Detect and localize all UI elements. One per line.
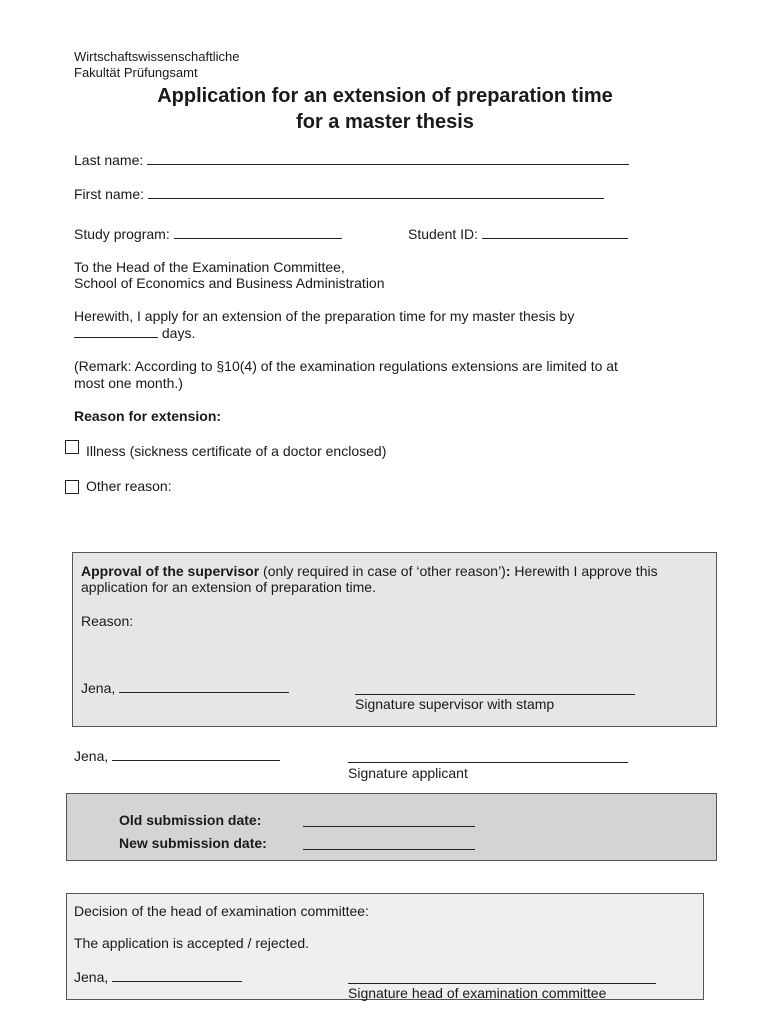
old-submission-date-label: Old submission date:: [119, 812, 262, 828]
supervisor-heading-note: (only required in case of ‘other reason’): [259, 563, 506, 579]
remark-line2: most one month.): [74, 375, 183, 391]
applicant-place-field[interactable]: [74, 748, 280, 764]
supervisor-heading-tail: Herewith I approve this: [510, 563, 658, 579]
supervisor-heading-bold: Approval of the supervisor: [81, 563, 260, 579]
days-label: days.: [161, 325, 196, 341]
supervisor-reason-label: Reason:: [81, 613, 134, 629]
first-name-field[interactable]: [74, 186, 604, 202]
study-program-field[interactable]: [74, 226, 342, 242]
last-name-line[interactable]: [147, 163, 629, 165]
old-submission-date-line[interactable]: [303, 825, 475, 827]
decision-heading: Decision of the head of examination committee:: [74, 903, 369, 919]
study-program-label: Study program:: [74, 226, 170, 242]
decision-signature-line[interactable]: [348, 982, 656, 984]
days-line[interactable]: [74, 336, 158, 338]
form-title-line2: for a master thesis: [296, 111, 474, 133]
faculty-name: Wirtschaftswissenschaftliche: [74, 49, 240, 64]
decision-date-line[interactable]: [112, 980, 242, 982]
form-title-line1: Application for an extension of preparation time: [157, 85, 613, 107]
days-field[interactable]: [74, 325, 195, 341]
addressee-line2: School of Economics and Business Administration: [74, 275, 385, 291]
request-text: Herewith, I apply for an extension of the preparation time for my master thesis by: [74, 308, 575, 324]
applicant-place-label: Jena,: [74, 748, 109, 764]
student-id-field[interactable]: [408, 226, 628, 242]
supervisor-heading-colon: :: [505, 563, 511, 579]
student-id-label: Student ID:: [408, 226, 479, 242]
supervisor-approval-box: [72, 552, 717, 727]
supervisor-date-line[interactable]: [119, 691, 289, 693]
decision-signature-label: Signature head of examination committee: [348, 985, 607, 1001]
first-name-label: First name:: [74, 186, 145, 202]
office-name: Fakultät Prüfungsamt: [74, 65, 198, 80]
reason-heading: Reason for extension:: [74, 408, 222, 424]
supervisor-signature-line[interactable]: [355, 693, 635, 695]
study-program-line[interactable]: [174, 237, 342, 239]
last-name-label: Last name:: [74, 152, 144, 168]
other-reason-label: Other reason:: [86, 478, 172, 494]
supervisor-approval-text: application for an extension of preparation time.: [81, 579, 376, 595]
applicant-date-line[interactable]: [112, 759, 280, 761]
decision-place-field[interactable]: [74, 969, 242, 985]
supervisor-place-field[interactable]: [81, 680, 289, 696]
illness-label: Illness (sickness certificate of a doctor enclosed): [86, 443, 387, 459]
supervisor-signature-label: Signature supervisor with stamp: [355, 696, 555, 712]
supervisor-place-label: Jena,: [81, 680, 116, 696]
new-submission-date-line[interactable]: [303, 848, 475, 850]
supervisor-heading: [81, 563, 658, 579]
illness-checkbox[interactable]: [65, 440, 79, 454]
other-reason-checkbox[interactable]: [65, 480, 79, 494]
new-submission-date-label: New submission date:: [119, 835, 267, 851]
addressee-line1: To the Head of the Examination Committee,: [74, 259, 345, 275]
decision-box: [66, 893, 704, 1000]
last-name-field[interactable]: [74, 152, 629, 168]
first-name-line[interactable]: [148, 197, 604, 199]
applicant-signature-line[interactable]: [348, 761, 628, 763]
submission-dates-box: [66, 793, 717, 861]
decision-result[interactable]: The application is accepted / rejected.: [74, 935, 310, 951]
decision-place-label: Jena,: [74, 969, 109, 985]
student-id-line[interactable]: [482, 237, 628, 239]
remark-line1: (Remark: According to §10(4) of the examination regulations extensions are limited to at: [74, 358, 618, 374]
applicant-signature-label: Signature applicant: [348, 765, 468, 781]
